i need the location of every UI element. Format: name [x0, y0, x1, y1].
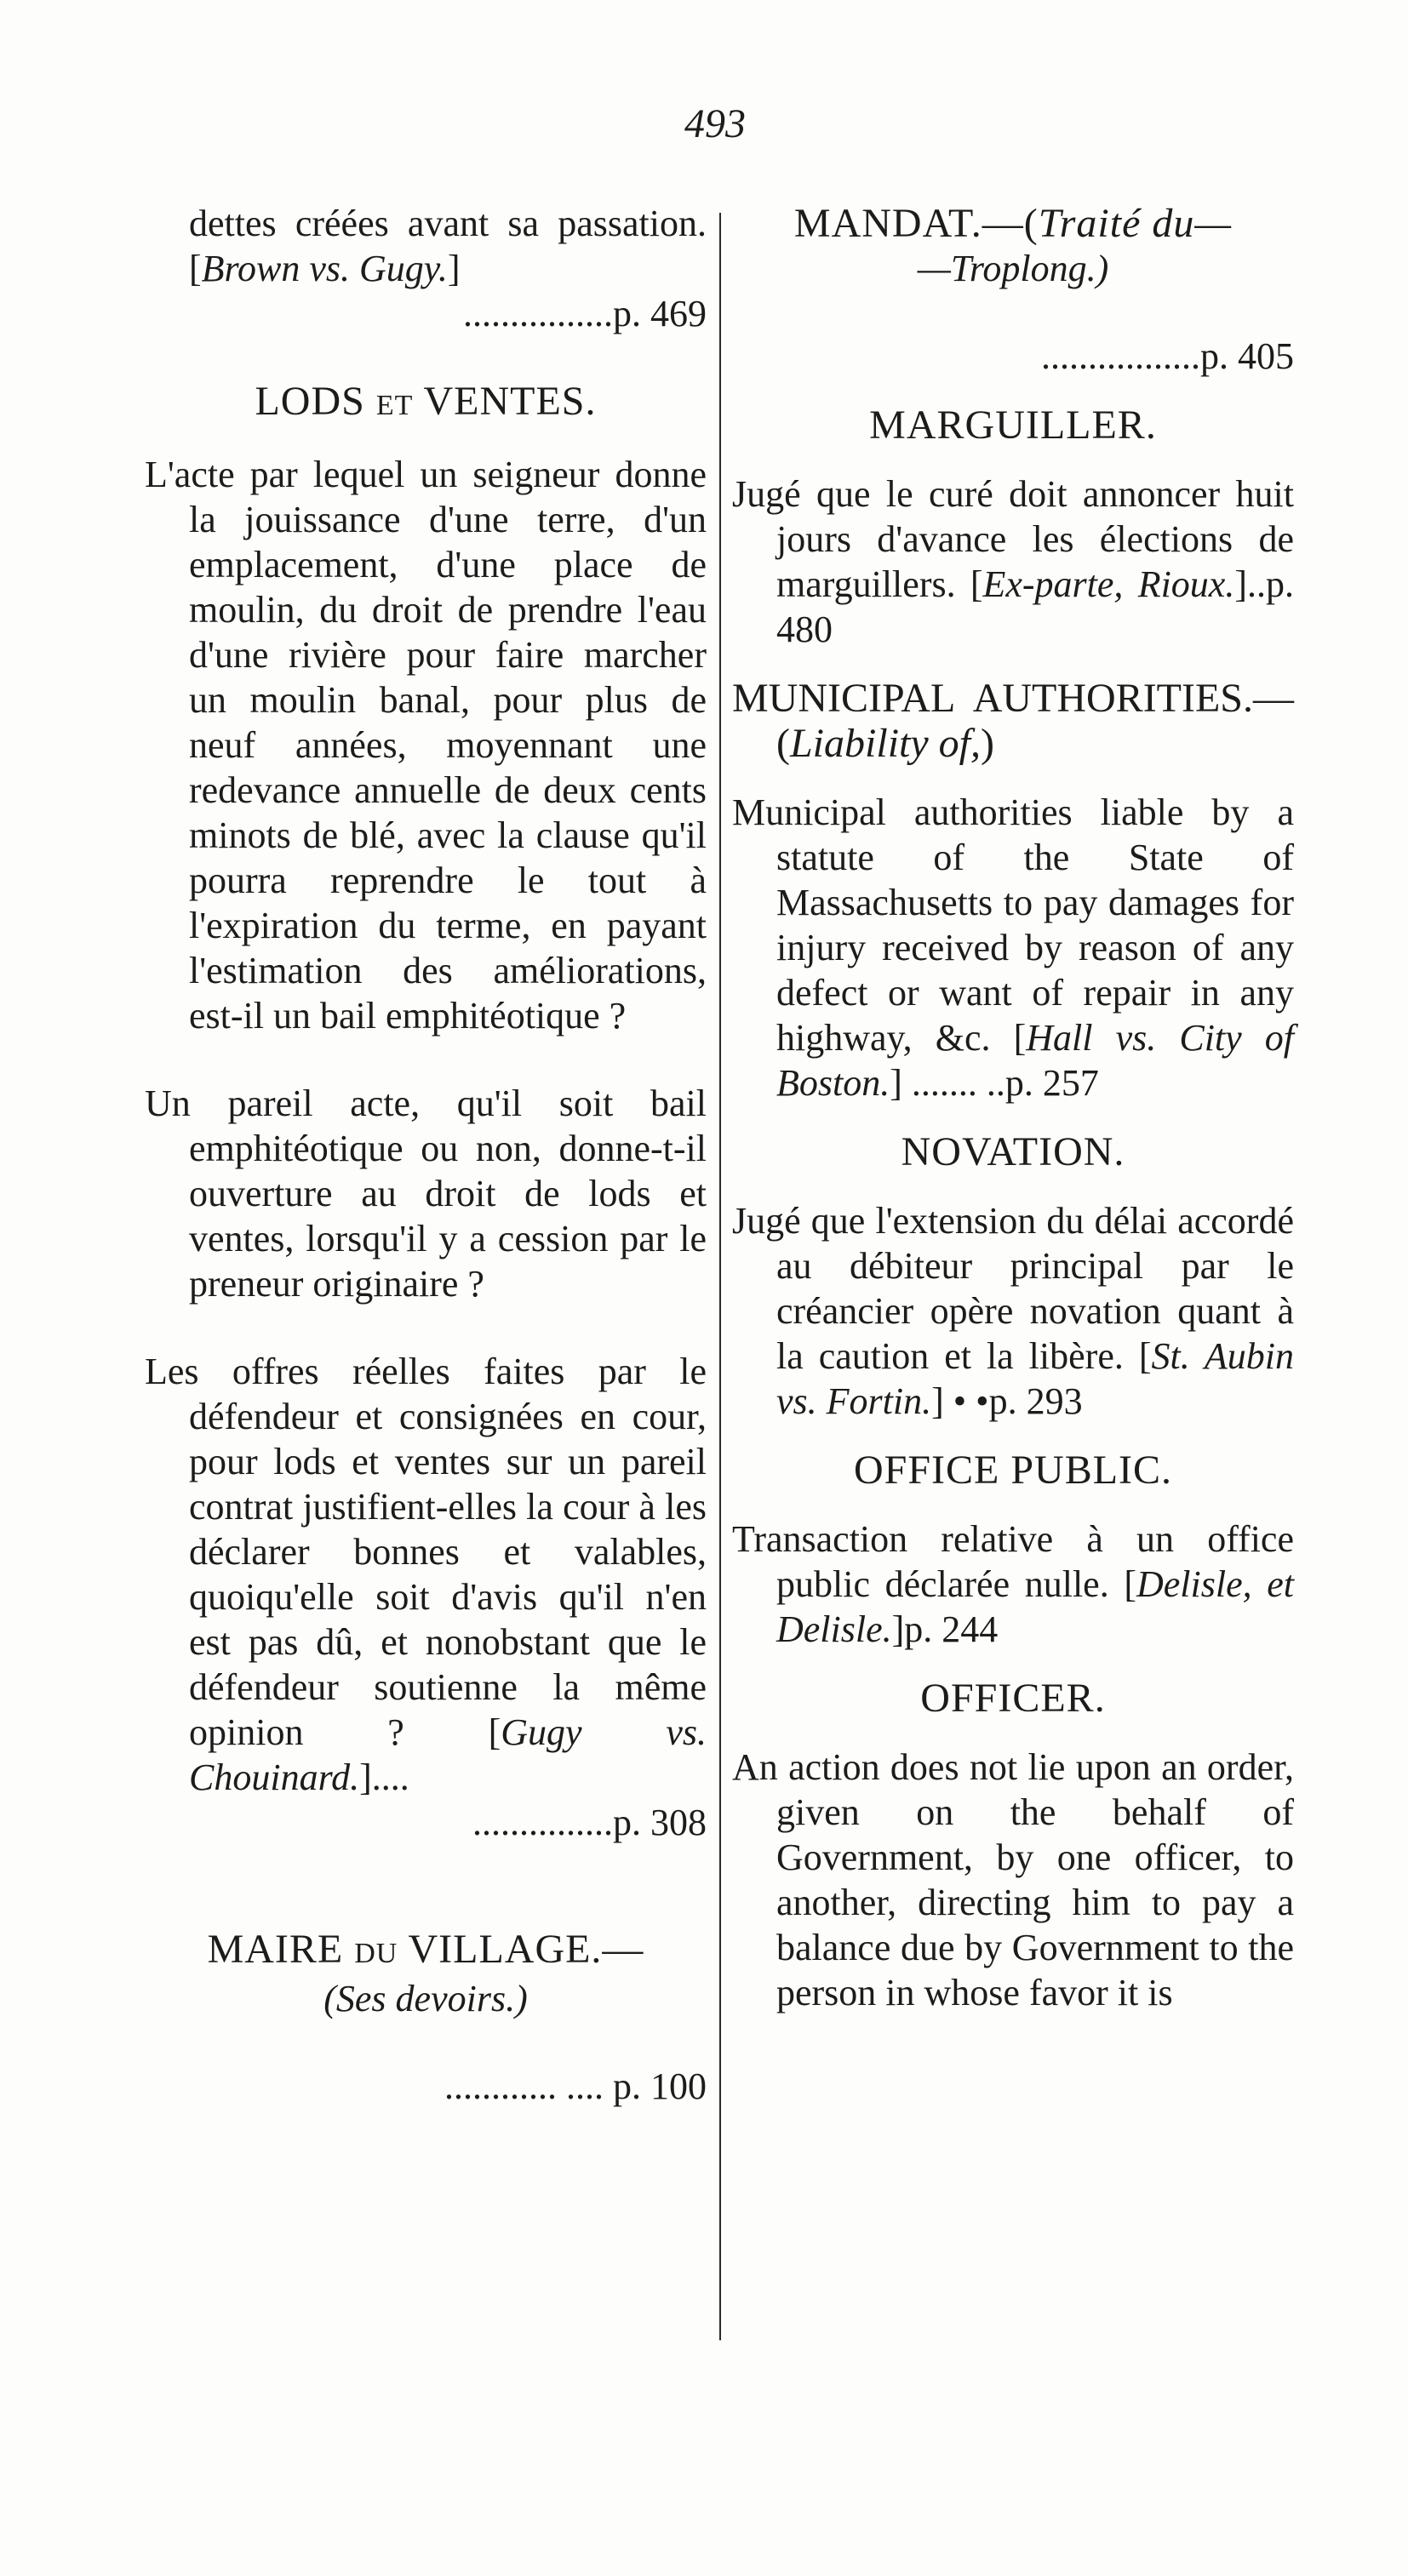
heading-municipal-authorities	[732, 676, 1294, 766]
entry-office-public	[732, 1516, 1294, 1652]
case-name: Gugy vs. Chouinard.	[189, 1711, 707, 1798]
heading-close: )	[981, 721, 994, 766]
heading-end: VENTES.	[423, 379, 597, 424]
heading-novation: NOVATION.	[901, 1129, 1125, 1174]
page-reference: .................p. 405	[1041, 335, 1294, 377]
bracket-close: ] • •p. 293	[931, 1380, 1083, 1422]
question-3	[145, 1349, 707, 1800]
heading-main: MAIRE	[207, 1927, 344, 1972]
heading-maire-du-village	[145, 1927, 707, 1976]
entry-officer: An action does not lie upon an order, given on the behalf of Government, by one officer, to another, directing him to pay a balance due by Government to the person in whose favor it is	[732, 1746, 1294, 2013]
entry-municipal	[732, 790, 1294, 1105]
bracket-open: [	[488, 1711, 501, 1753]
heading-officer: OFFICER.	[920, 1676, 1106, 1721]
question-3-text: Les offres réelles faites par le défendeur et consignées en cour, pour lods et ventes sur un pareil contrat justifient-elles la cour à les déclarer bonnes et valables, quoiqu'elle soit d'avis qu'il n'en est pas dû, et nonobstant que le défendeur soutienne la même opinion ?	[145, 1351, 707, 1753]
continuation-entry	[145, 201, 707, 291]
continuation-text: dettes créées avant sa passation. [	[189, 203, 707, 289]
heading-mandat	[732, 201, 1294, 246]
heading-small: DU	[354, 1938, 398, 1969]
case-name: Delisle, et Delisle.	[776, 1563, 1294, 1650]
column-divider	[719, 213, 721, 2340]
heading-italic: Liability of,	[789, 721, 981, 766]
bracket-close: ]p. 244	[891, 1608, 999, 1650]
heading-small: ET	[375, 390, 414, 421]
page-number: 493	[684, 101, 746, 146]
case-name: St. Aubin vs. Fortin.	[776, 1335, 1294, 1422]
entry-marguiller	[732, 471, 1294, 652]
question-1: L'acte par lequel un seigneur donne la jouissance d'une terre, d'un emplacement, d'une place de moulin, du droit de prendre l'eau d'une rivière pour faire marcher un moulin banal, pour plus de neuf années, moyennant une redevance annuelle de deux cents minots de blé, avec la clause qu'il pourra reprendre le tout à l'expiration du terme, en payant l'estimation des améliorations, est-il un bail emphitéotique ?	[145, 454, 707, 1037]
bracket-close: ]....	[359, 1756, 409, 1798]
heading-marguiller: MARGUILLER.	[869, 403, 1157, 448]
case-name: Brown vs. Gugy.	[201, 248, 448, 289]
entry-novation	[732, 1198, 1294, 1424]
entry-text: Transaction relative à un office public déclarée nulle. [	[732, 1518, 1294, 1605]
bracket-close: ] ....... ..p. 257	[890, 1062, 1099, 1104]
heading-main: LODS	[255, 379, 365, 424]
right-column	[732, 201, 1294, 2015]
heading-lods-et-ventes	[145, 379, 707, 428]
case-name: Ex-parte, Rioux.	[982, 563, 1235, 605]
left-column	[145, 201, 707, 2109]
heading-end: VILLAGE.—	[408, 1927, 644, 1972]
entry-text: Jugé que l'extension du délai accordé au débiteur principal par le créancier opère novation quant à la caution et la libère. [	[732, 1200, 1294, 1377]
subheading: (Ses devoirs.)	[323, 1978, 528, 2019]
page-reference: ............ .... p. 100	[444, 2065, 707, 2107]
heading-main: MANDAT.—(	[793, 201, 1039, 246]
heading-main: MUNICIPAL AUTHORITIES.—(	[732, 676, 1294, 766]
bracket-close: ]..p. 480	[776, 563, 1294, 650]
question-2: Un pareil acte, qu'il soit bail emphitéotique ou non, donne-t-il ouverture au droit de lods et ventes, lorsqu'il y a cession par le preneur originaire ?	[145, 1082, 707, 1305]
heading-italic: Traité du—	[1038, 201, 1233, 246]
page-reference: ................p. 469	[463, 293, 707, 334]
bracket-close: ]	[447, 248, 461, 289]
entry-text: Jugé que le curé doit annoncer huit jours d'avance les élections de marguillers. [	[732, 473, 1294, 605]
heading-office-public: OFFICE PUBLIC.	[853, 1448, 1173, 1493]
subheading: —Troplong.)	[917, 248, 1109, 289]
entry-text: Municipal authorities liable by a statute of the State of Massachusetts to pay damages for injury received by reason of any defect or want of repair in any highway, &c. [	[732, 791, 1294, 1059]
case-name: Hall vs. City of Boston.	[776, 1017, 1294, 1104]
page-reference: ...............p. 308	[472, 1802, 707, 1843]
